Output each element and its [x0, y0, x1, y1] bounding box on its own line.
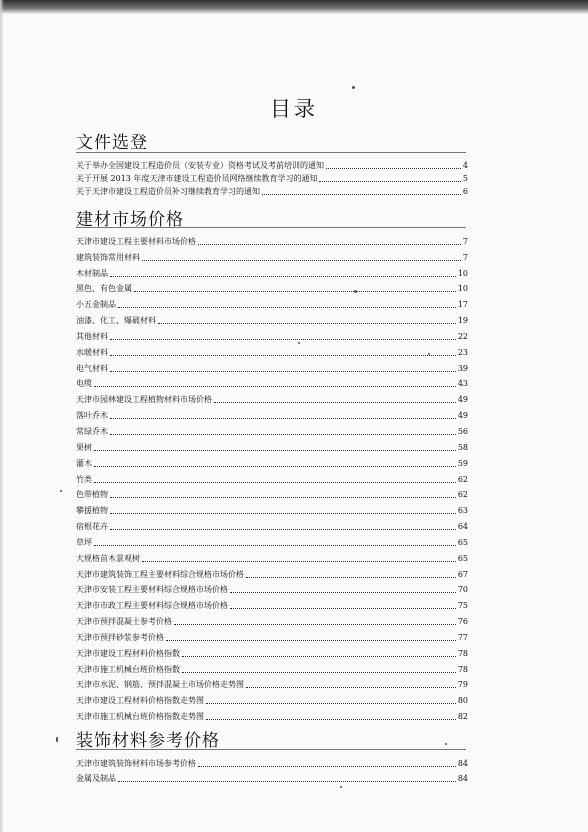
- toc-entry-label: 电缆: [76, 379, 92, 389]
- leader-dots: [118, 781, 456, 782]
- toc-entry[interactable]: [76, 310, 468, 326]
- toc-entry[interactable]: [76, 326, 468, 342]
- toc-entry-page: 65: [457, 537, 468, 547]
- leader-dots: [110, 434, 456, 435]
- toc-entry-page: 82: [457, 712, 468, 722]
- toc-entry-page: 84: [457, 759, 468, 768]
- toc-entry[interactable]: [76, 437, 468, 453]
- leader-dots: [230, 608, 456, 609]
- toc-entry-label: 其他材料: [76, 331, 108, 341]
- toc-entry-label: 小五金制品: [76, 300, 116, 310]
- toc-entry[interactable]: [76, 659, 468, 675]
- toc-entry[interactable]: [76, 580, 468, 596]
- leader-dots: [110, 339, 456, 340]
- toc-entry-label: 天津市施工机械台班价格指数: [76, 664, 180, 674]
- toc-entry-label: 天津市建筑装饰材料市场参考价格: [76, 759, 196, 768]
- toc-entry-label: 天津市建设工程材料价格指数走势图: [76, 696, 204, 706]
- toc-entry-label: 天津市市政工程主要材料综合规格市场价格: [76, 601, 228, 611]
- scan-left-shadow: [0, 0, 4, 832]
- section-heading-documents: 文件选登: [76, 133, 148, 153]
- leader-dots: [110, 529, 456, 530]
- scan-speck: [340, 786, 342, 788]
- leader-dots: [94, 466, 456, 467]
- toc-entry-label: 金属及制品: [76, 774, 116, 783]
- leader-dots: [110, 418, 456, 419]
- toc-list-market-prices: [76, 231, 468, 722]
- toc-entry[interactable]: [76, 675, 468, 691]
- toc-entry-page: 17: [457, 300, 468, 310]
- toc-entry-page: 67: [457, 569, 468, 579]
- toc-entry-label: 天津市预拌砂浆参考价格: [76, 632, 164, 642]
- toc-entry[interactable]: [76, 247, 468, 263]
- toc-entry[interactable]: [76, 389, 468, 405]
- leader-dots: [118, 307, 456, 308]
- leader-dots: [262, 194, 461, 195]
- toc-entry-label: 色带植物: [76, 490, 108, 500]
- scan-speck: [56, 737, 58, 742]
- toc-entry-page: 78: [457, 664, 468, 674]
- toc-entry[interactable]: [76, 279, 468, 295]
- toc-entry-page: 56: [457, 426, 468, 436]
- toc-entry[interactable]: [76, 516, 468, 532]
- toc-entry[interactable]: [76, 469, 468, 485]
- toc-entry-label: 灌木: [76, 458, 92, 468]
- toc-entry-label: 天津市预拌混凝土参考价格: [76, 617, 172, 627]
- leader-dots: [198, 766, 456, 767]
- leader-dots: [246, 687, 456, 688]
- toc-entry-page: 43: [457, 379, 468, 389]
- section-rule: [76, 227, 466, 228]
- toc-entry-page: 78: [457, 648, 468, 658]
- toc-entry[interactable]: [76, 500, 468, 516]
- toc-entry-label: 常绿乔木: [76, 426, 108, 436]
- leader-dots: [142, 561, 456, 562]
- toc-entry-label: 关于天津市建设工程造价员补习继续教育学习的通知: [76, 187, 260, 196]
- toc-entry[interactable]: [76, 690, 468, 706]
- leader-dots: [246, 577, 456, 578]
- toc-entry-page: 39: [457, 363, 468, 373]
- section-heading-decoration-prices: 装饰材料参考价格: [76, 731, 220, 751]
- toc-entry-page: 80: [457, 696, 468, 706]
- toc-entry-page: 10: [457, 268, 468, 278]
- leader-dots: [94, 482, 456, 483]
- toc-entry-page: 58: [457, 442, 468, 452]
- toc-entry-label: 天津市施工机械台班价格指数走势图: [76, 712, 204, 722]
- toc-entry-page: 22: [457, 331, 468, 341]
- leader-dots: [142, 260, 461, 261]
- toc-entry-page: 64: [457, 522, 468, 532]
- toc-entry-label: 木材制品: [76, 268, 108, 278]
- section-heading-market-prices: 建材市场价格: [76, 210, 184, 230]
- section-rule: [76, 152, 466, 153]
- toc-entry-label: 建筑装饰常用材料: [76, 252, 140, 262]
- toc-entry[interactable]: [76, 769, 468, 784]
- toc-entry-page: 70: [457, 585, 468, 595]
- scan-speck: [60, 490, 62, 492]
- scan-top-edge: [0, 0, 588, 14]
- toc-entry[interactable]: [76, 706, 468, 722]
- toc-entry[interactable]: [76, 374, 468, 390]
- page-title: 目录: [270, 97, 318, 121]
- toc-entry[interactable]: [76, 342, 468, 358]
- leader-dots: [206, 703, 456, 704]
- scan-speck: [298, 342, 300, 344]
- toc-entry-label: 电气材料: [76, 363, 108, 373]
- toc-entry[interactable]: [76, 184, 468, 197]
- toc-entry[interactable]: [76, 754, 468, 769]
- toc-entry-label: 水暖材料: [76, 347, 108, 357]
- toc-entry[interactable]: [76, 358, 468, 374]
- toc-entry[interactable]: [76, 485, 468, 501]
- toc-entry-label: 天津市建设工程主要材料市场价格: [76, 236, 196, 246]
- toc-entry-page: 59: [457, 458, 468, 468]
- toc-entry-page: 4: [462, 161, 468, 170]
- leader-dots: [110, 276, 456, 277]
- toc-entry-label: 油漆、化工、爆破材料: [76, 316, 156, 326]
- toc-entry-page: 79: [457, 680, 468, 690]
- toc-entry[interactable]: [76, 627, 468, 643]
- toc-entry-label: 竹类: [76, 474, 92, 484]
- scan-speck: [445, 743, 447, 745]
- leader-dots: [174, 624, 456, 625]
- leader-dots: [94, 386, 456, 387]
- toc-entry-page: 7: [462, 252, 468, 262]
- toc-entry-page: 5: [462, 174, 468, 183]
- toc-entry-label: 天津市水泥、钢筋、预拌混凝土市场价格走势图: [76, 680, 244, 690]
- leader-dots: [158, 323, 456, 324]
- leader-dots: [206, 719, 456, 720]
- leader-dots: [230, 592, 456, 593]
- toc-entry-page: 77: [457, 632, 468, 642]
- toc-list-documents: [76, 158, 468, 197]
- toc-entry[interactable]: [76, 405, 468, 421]
- toc-entry[interactable]: [76, 231, 468, 247]
- toc-entry-page: 7: [462, 236, 468, 246]
- toc-entry-page: 75: [457, 601, 468, 611]
- toc-entry[interactable]: [76, 171, 468, 184]
- toc-entry-page: 65: [457, 553, 468, 563]
- leader-dots: [182, 672, 456, 673]
- leader-dots: [110, 513, 456, 514]
- toc-list-decoration-prices: [76, 754, 468, 784]
- toc-entry-label: 攀援植物: [76, 506, 108, 516]
- toc-entry[interactable]: [76, 263, 468, 279]
- leader-dots: [134, 291, 456, 292]
- toc-entry-label: 大规格苗木景观树: [76, 553, 140, 563]
- leader-dots: [166, 640, 456, 641]
- toc-entry[interactable]: [76, 532, 468, 548]
- toc-entry[interactable]: [76, 421, 468, 437]
- toc-entry-label: 天津市园林建设工程植物材料市场价格: [76, 395, 212, 405]
- toc-entry-label: 黑色、有色金属: [76, 284, 132, 294]
- toc-entry-label: 关于开展 2013 年度天津市建设工程造价员网络继续教育学习的通知: [76, 174, 318, 183]
- section-rule: [76, 749, 466, 750]
- scan-speck: [354, 290, 357, 293]
- toc-entry-label: 落叶乔木: [76, 411, 108, 421]
- toc-entry-page: 10: [457, 284, 468, 294]
- toc-entry[interactable]: [76, 643, 468, 659]
- toc-entry-label: 天津市建设工程材料价格指数: [76, 648, 180, 658]
- toc-entry[interactable]: [76, 453, 468, 469]
- leader-dots: [110, 497, 456, 498]
- leader-dots: [110, 371, 456, 372]
- toc-entry-page: 49: [457, 395, 468, 405]
- toc-entry-label: 果树: [76, 442, 92, 452]
- toc-entry[interactable]: [76, 595, 468, 611]
- toc-entry-page: 23: [457, 347, 468, 357]
- toc-entry-page: 62: [457, 490, 468, 500]
- scan-speck: [428, 353, 430, 355]
- toc-entry-page: 19: [457, 316, 468, 326]
- leader-dots: [319, 181, 460, 182]
- leader-dots: [198, 244, 461, 245]
- toc-entry-label: 关于举办全国建设工程造价员（安装专业）资格考试及考前培训的通知: [76, 161, 324, 170]
- toc-entry[interactable]: [76, 611, 468, 627]
- toc-entry-label: 天津市安装工程主要材料综合规格市场价格: [76, 585, 228, 595]
- toc-entry-page: 84: [457, 774, 468, 783]
- scan-speck: [352, 86, 355, 89]
- leader-dots: [94, 450, 456, 451]
- toc-entry-page: 62: [457, 474, 468, 484]
- toc-entry-label: 宿根花卉: [76, 522, 108, 532]
- toc-entry-page: 63: [457, 506, 468, 516]
- leader-dots: [326, 168, 461, 169]
- leader-dots: [182, 656, 456, 657]
- toc-entry[interactable]: [76, 564, 468, 580]
- toc-entry-page: 76: [457, 617, 468, 627]
- toc-entry[interactable]: [76, 294, 468, 310]
- toc-entry-page: 6: [462, 187, 468, 196]
- toc-entry[interactable]: [76, 548, 468, 564]
- toc-entry-page: 49: [457, 411, 468, 421]
- leader-dots: [214, 402, 456, 403]
- toc-entry-label: 草坪: [76, 537, 92, 547]
- leader-dots: [110, 355, 456, 356]
- leader-dots: [94, 545, 456, 546]
- toc-entry-label: 天津市建筑装饰工程主要材料综合规格市场价格: [76, 569, 244, 579]
- toc-entry[interactable]: [76, 158, 468, 171]
